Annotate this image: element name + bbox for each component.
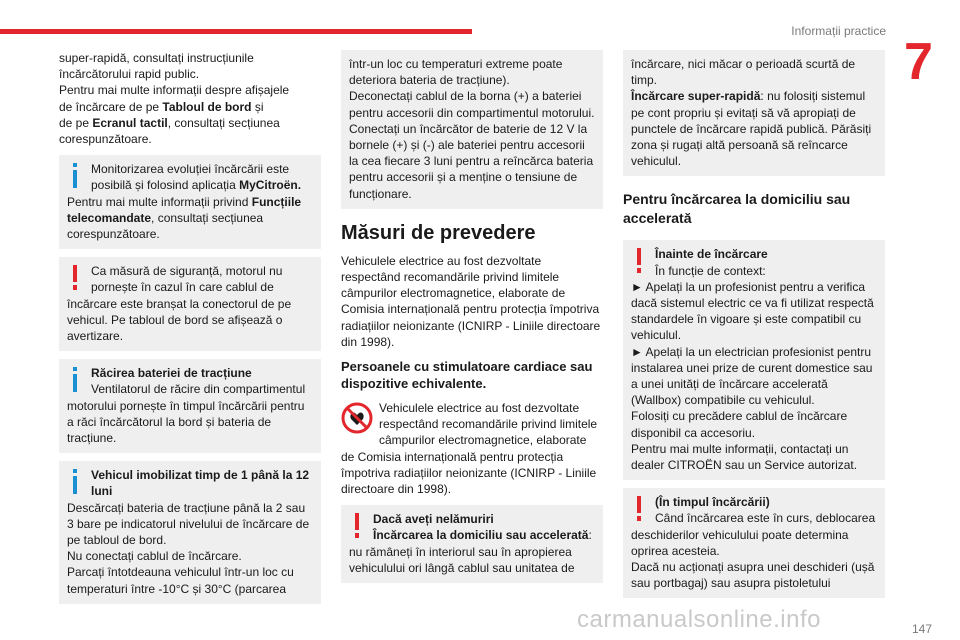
- warning-icon: [631, 246, 651, 276]
- text-bold: Tabloul de bord: [162, 99, 252, 114]
- text-bold: Ecranul tactil: [92, 115, 168, 130]
- text: super-rapidă, consultați instrucțiunile: [59, 51, 254, 65]
- section-paragraph: Vehiculele electrice au fost dezvoltate respectând recomandările privind limitele câmpurilor electromagnetice, elaborate de Comisia internațională pentru protecția împotriva radiațiilor neionizante (ICNIRP - Liniile directoare din 1998).: [341, 253, 601, 349]
- text: Parcați întotdeauna vehiculul într-un loc cu temperaturi între -10°C și 30°C (parcarea: [67, 565, 294, 596]
- text-bold: Încărcarea la domiciliu sau accelerată: [373, 528, 589, 543]
- column-2: [341, 50, 603, 591]
- text-bold: Funcțiile telecomandate: [67, 194, 302, 225]
- info-box-immobilized: [59, 461, 321, 604]
- text: Descărcați bateria de tracțiune până la 2 sau 3 bare pe indicatorul nivelului de încărcare de pe tabloul de bord.: [67, 500, 310, 548]
- watermark: carmanualsonline.info: [577, 606, 821, 633]
- text: Deconectați cablul de la borna (+) a bateriei pentru accesorii din compartimentul motorului.: [349, 89, 595, 120]
- section-heading: Pentru încărcarea la domiciliu sau accelerată: [623, 191, 851, 227]
- text: și: [251, 99, 264, 114]
- text: încărcare, nici măcar o perioadă scurtă de timp.: [631, 57, 856, 88]
- warning-box-continued: [623, 50, 885, 176]
- text: Nu conectați cablul de încărcare.: [67, 549, 242, 564]
- info-icon: [67, 365, 87, 395]
- text: Dacă nu acționați asupra unei deschideri (ușă sau portbagaj) sau asupra pistoletului: [631, 560, 875, 591]
- section-title: Măsuri de prevedere: [341, 221, 536, 244]
- text: Conectați un încărcător de baterie de 12 V la bornele (+) și (-) ale bateriei pentru accesorii la cea fiecare 3 luni pentru a reîncărca bateria pentru accesorii și a menține o tensiune de funcționare.: [349, 121, 594, 201]
- text: În funcție de context:: [655, 263, 766, 278]
- info-box-cooling: [59, 359, 321, 453]
- text: Monitorizarea evoluției încărcării este posibilă și folosind aplicația: [91, 162, 290, 193]
- text: Pentru mai multe informații despre afișajele: [59, 83, 290, 98]
- text: Ca măsură de siguranță, motorul nu pornește în cazul în care cablul de încărcare este branșat la conectorul de pe vehicul. Pe tabloul de bord se afișează o avertizare.: [67, 264, 292, 344]
- pacemaker-prohibited-icon: [341, 402, 373, 434]
- box-title: Dacă aveți nelămuriri: [373, 512, 494, 527]
- box-title: Vehicul imobilizat timp de 1 până la 12 luni: [91, 468, 310, 499]
- warning-box-doubts: [341, 505, 603, 583]
- info-icon: [67, 467, 87, 497]
- page-number: 147: [911, 622, 932, 636]
- subsection-title: Persoanele cu stimulatoare cardiace sau dispozitive echivalente.: [341, 359, 593, 392]
- text: Pentru mai multe informații, contactați un dealer CITROËN sau un Service autorizat.: [631, 441, 858, 473]
- text: de pe: [59, 115, 93, 130]
- column-1: [59, 50, 321, 612]
- text: încărcătorului rapid public.: [59, 67, 200, 82]
- column-3: [623, 50, 885, 606]
- warning-box-safety: [59, 257, 321, 351]
- box-title: (În timpul încărcării): [655, 495, 770, 510]
- text: într-un loc cu temperaturi extreme poate deteriora bateria de tracțiune).: [349, 57, 563, 88]
- text: de încărcare de pe: [59, 99, 163, 114]
- text-bold: MyCitroën.: [239, 178, 302, 193]
- info-box-continued: [341, 50, 603, 209]
- box-title: Înainte de încărcare: [655, 247, 768, 262]
- text: : nu folosiți sistemul pe cont propriu și evitați să vă apropiați de punctele de încărcare rapidă publică. Părăsiți zona și rugați altă persoană să reîncarce vehiculul.: [631, 89, 872, 169]
- header-accent-bar: [0, 29, 472, 34]
- text: : nu rămâneți în interiorul sau în apropierea vehiculului ori lângă cablul sau unitatea de: [349, 528, 592, 575]
- text: , consultați secțiunea corespunzătoare.: [67, 210, 264, 242]
- info-box-monitoring: [59, 155, 321, 249]
- chapter-title: Informații practice: [791, 24, 886, 38]
- text: corespunzătoare.: [59, 132, 152, 147]
- intro-paragraph: [59, 50, 321, 147]
- text: Ventilatorul de răcire din compartimentul motorului pornește în timpul încărcării pentru a răci încărcătorul la bord și bateria de tracțiune.: [67, 382, 306, 446]
- warning-icon: [349, 511, 369, 541]
- text-bold: Încărcare super-rapidă: [631, 89, 761, 104]
- text: ► Apelați la un profesionist pentru a verifica dacă sistemul electric ce va fi utilizat respectă standardele în vigoare și este compatibil cu vehiculul.: [631, 279, 874, 343]
- text: , consultați secțiunea: [167, 115, 280, 130]
- text: Când încărcarea este în curs, deblocarea deschiderilor vehiculului poate determina oprirea acesteia.: [631, 511, 876, 558]
- chapter-number: 7: [904, 33, 933, 91]
- warning-icon: [631, 494, 651, 524]
- text: Pentru mai multe informații privind: [67, 194, 252, 209]
- box-title: Răcirea bateriei de tracțiune: [91, 366, 252, 381]
- warning-box-before-charging: [623, 240, 885, 480]
- warning-box-during-charging: [623, 488, 885, 598]
- text: Folosiți cu precădere cablul de încărcare disponibil ca accesoriu.: [631, 409, 848, 440]
- info-icon: [67, 161, 87, 191]
- warning-icon: [67, 263, 87, 293]
- text: Vehiculele electrice au fost dezvoltate respectând recomandările privind limitele câmpurilor electromagnetice, elaborate de Comisia internațională pentru protecția împotriva radiațiilor neionizante (ICNIRP - Liniile directoare din 1998).: [341, 401, 598, 497]
- text: ► Apelați la un electrician profesionist pentru instalarea unei prize de curent domestice sau a unei unități de încărcare accelerată (Wallbox) compatibile cu vehiculul.: [631, 344, 873, 408]
- pacemaker-paragraph: [341, 400, 603, 497]
